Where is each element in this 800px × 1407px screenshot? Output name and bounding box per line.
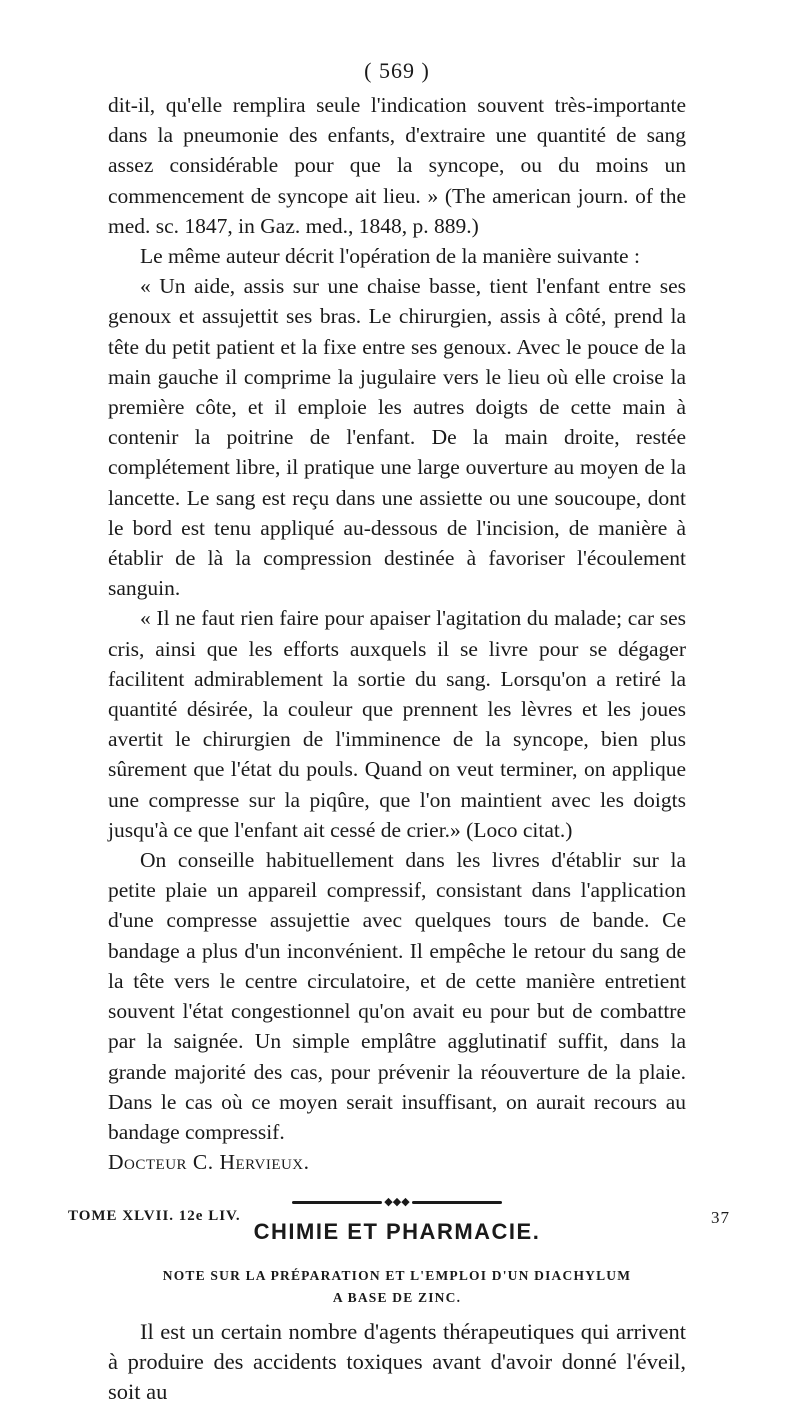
note-title (108, 1265, 686, 1309)
page-footer (68, 1208, 730, 1228)
article-body (108, 90, 686, 1177)
note-body (108, 1317, 686, 1407)
paragraph: « Il ne faut rien faire pour apaiser l'agitation du malade; car ses cris, ainsi que les efforts auxquels il se livre pour se dégager facilitent admirablement la sortie du sang. Lorsqu'on a retiré la quantité désirée, la couleur que prennent les lèvres et les joues avertit le chirurgien de l'imminence de la syncope, bien plus sûrement que l'état du pouls. Quand on veut terminer, on applique une compresse sur la piqûre, que l'on maintient avec les doigts jusqu'à ce que l'enfant ait cessé de crier.» (Loco citat.) (108, 606, 686, 842)
signature-mark: 37 (711, 1208, 730, 1227)
note-title-line-1: NOTE SUR LA PRÉPARATION ET L'EMPLOI D'UN DIACHYLUM (162, 1268, 632, 1284)
section-title: CHIMIE ET PHARMACIE. (253, 1219, 541, 1245)
author-signature: Docteur C. Hervieux. (108, 1150, 310, 1175)
paragraph: « Un aide, assis sur une chaise basse, tient l'enfant entre ses genoux et assujettit ses bras. Le chirurgien, assis à côté, prend la tête du petit patient et la fixe entre ses genoux. Avec le pouce de la main gauche il comprime la jugulaire vers le lieu où elle croise la première côte, et il emploie les autres doigts de cette main à contenir la poitrine de l'enfant. De la main droite, restée complétement libre, il pratique une large ouverture au moyen de la lancette. Le sang est reçu dans une assiette ou une soucoupe, dont le bord est tenu appliqué au-dessous de l'incision, de manière à établir de là la compression destinée à favoriser l'écoulement sanguin. (108, 274, 686, 601)
note-title-line-2: A BASE DE ZINC. (332, 1290, 462, 1306)
ornament-icon: ◆◆◆ (384, 1196, 410, 1209)
paragraph: Le même auteur décrit l'opération de la manière suivante : (140, 244, 640, 269)
paragraph: On conseille habituellement dans les livres d'établir sur la petite plaie un appareil compressif, consistant dans l'application d'une compresse assujettie avec quelques tours de bande. Ce bandage a plus d'un inconvénient. Il empêche le retour du sang de la tête vers le centre circulatoire, et de cette manière entretient souvent l'état congestionnel qu'on avait eu pour but de combattre par la saignée. Un simple emplâtre agglutinatif suffit, dans la grande majorité des cas, pour prévenir la réouverture de la plaie. Dans le cas où ce moyen serait insuffisant, on aurait recours au bandage compressif. (108, 848, 686, 1144)
paragraph: dit-il, qu'elle remplira seule l'indication souvent très-importante dans la pneumonie des enfants, d'extraire une quantité de sang assez considérable pour que la syncope, ou du moins un commencement de syncope ait lieu. » (The american journ. of the med. sc. 1847, in Gaz. med., 1848, p. 889.) (108, 93, 686, 238)
section-divider (108, 1197, 686, 1207)
volume-label: TOME XLVII. 12e LIV. (68, 1208, 241, 1224)
paragraph: Il est un certain nombre d'agents thérapeutiques qui arrivent à produire des accidents toxiques avant d'avoir donné l'éveil, soit au (108, 1319, 686, 1405)
page-number: ( 569 ) (364, 58, 430, 83)
